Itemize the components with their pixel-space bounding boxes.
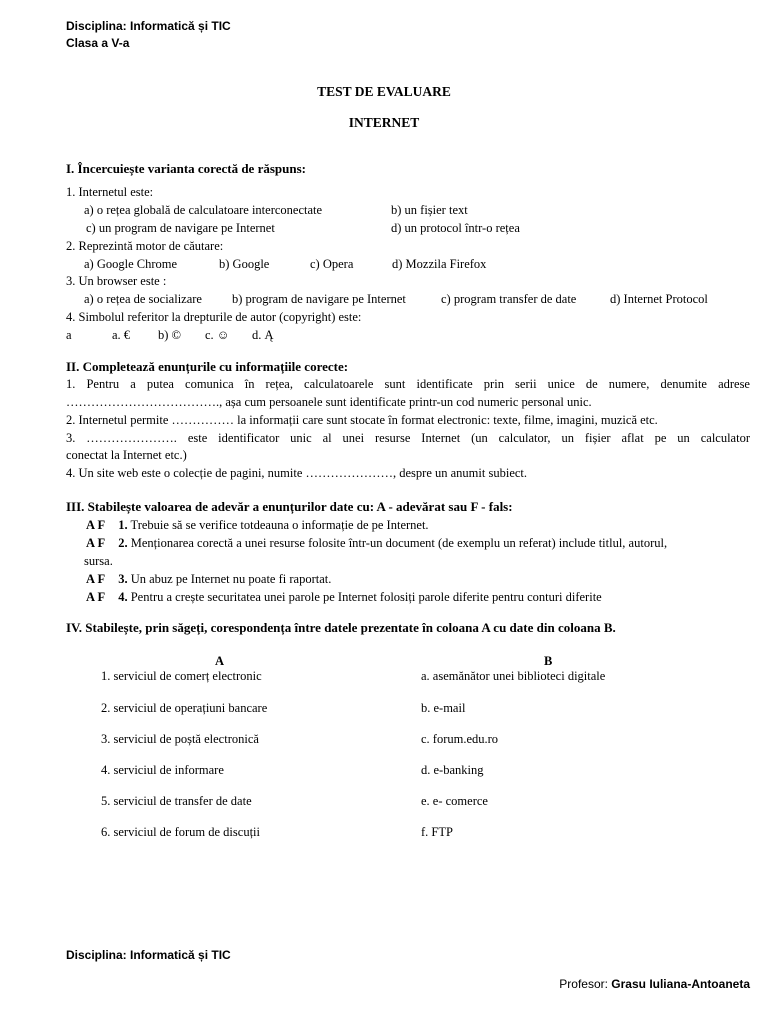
column-b-item: a. asemănător unei biblioteci digitale (421, 669, 606, 683)
q3-option-b: b) program de navigare pe Internet (232, 292, 406, 306)
column-b-item: e. e- comerce (421, 794, 488, 808)
page-title: TEST DE EVALUARE (317, 84, 451, 99)
tf-item-3-text: Un abuz pe Internet nu poate fi raportat. (130, 572, 332, 586)
column-b-item: d. e-banking (421, 763, 484, 777)
column-a-item: 4. serviciul de informare (101, 763, 224, 777)
section-1-heading: I. Încercuiește varianta corectă de răspuns: (66, 161, 306, 176)
q1-option-d: d) un protocol într-o rețea (391, 221, 520, 235)
tf-choice-af[interactable]: A F (86, 536, 106, 550)
q2-option-b: b) Google (219, 257, 270, 271)
column-b-item: b. e-mail (421, 701, 466, 715)
column-a-item: 2. serviciul de operațiuni bancare (101, 701, 268, 715)
q3-option-d: d) Internet Protocol (610, 292, 708, 306)
section-3-heading: III. Stabilește valoarea de adevăr a enunțurilor date cu: A - adevărat sau F - fals: (66, 499, 513, 514)
q4-option-b: b) © (158, 328, 182, 342)
q4-option-blank: a (66, 328, 72, 342)
s2-line-3: 2. Internetul permite …………… la informații care sunt stocate în format electronic: texte, filme, imagini, muzică etc. (66, 413, 658, 427)
professor-name: Grasu Iuliana-Antoaneta (611, 977, 750, 991)
q2-option-d: d) Mozzila Firefox (392, 257, 487, 271)
header-class: Clasa a V-a (66, 36, 130, 50)
q3-option-a: a) o rețea de socializare (84, 292, 202, 306)
tf-item-2 (86, 535, 667, 551)
q1-option-c: c) un program de navigare pe Internet (86, 221, 275, 235)
q1-option-a: a) o rețea globală de calculatoare interconectate (84, 203, 323, 217)
tf-item-4-number: 4. (118, 590, 128, 604)
s2-line-6: 4. Un site web este o colecție de pagini, numite …………………, despre un anumit subiect. (66, 466, 528, 480)
footer-subject: Disciplina: Informatică și TIC (66, 948, 231, 962)
q3-option-c: c) program transfer de date (441, 292, 577, 306)
column-b-header: B (544, 654, 553, 668)
tf-item-4 (86, 589, 602, 605)
column-a-item: 6. serviciul de forum de discuții (101, 825, 260, 839)
section-2-heading: II. Completează enunțurile cu informațiile corecte: (66, 359, 349, 374)
tf-item-1 (86, 517, 429, 533)
q2-text: 2. Reprezintă motor de căutare: (66, 239, 224, 253)
tf-item-2-number: 2. (118, 536, 128, 550)
tf-item-2-text: Menționarea corectă a unei resurse folosite într-un document (de exemplu un referat) include titlul, autorul, (130, 536, 668, 550)
s2-line-5: conectat la Internet etc.) (66, 448, 187, 462)
tf-item-4-text: Pentru a crește securitatea unei parole pe Internet folosiți parole diferite pentru conturi diferite (130, 590, 602, 604)
q4-option-c: c. ☺ (205, 328, 230, 342)
section-4-heading: IV. Stabilește, prin săgeți, corespondența între datele prezentate în coloana A cu date din coloana B. (66, 620, 616, 635)
header-subject: Disciplina: Informatică și TIC (66, 19, 231, 33)
q2-option-a: a) Google Chrome (84, 257, 178, 271)
q4-text: 4. Simbolul referitor la drepturile de autor (copyright) este: (66, 310, 362, 324)
column-a-item: 1. serviciul de comerț electronic (101, 669, 262, 683)
column-b-item: f. FTP (421, 825, 453, 839)
tf-item-3 (86, 571, 331, 587)
tf-choice-af[interactable]: A F (86, 518, 106, 532)
s2-line-2: ………………………………., așa cum persoanele sunt identificate printr-un cod numeric personal unic. (66, 395, 592, 409)
tf-item-1-text: Trebuie să se verifice totdeauna o informație de pe Internet. (130, 518, 429, 532)
column-a-item: 3. serviciul de poștă electronică (101, 732, 259, 746)
q1-option-b: b) un fișier text (391, 203, 468, 217)
professor-label: Profesor: (559, 977, 612, 991)
q3-text: 3. Un browser este : (66, 274, 167, 288)
tf-item-2-continued: sursa. (84, 554, 113, 568)
column-a-header: A (215, 654, 225, 668)
column-a-item: 5. serviciul de transfer de date (101, 794, 252, 808)
tf-choice-af[interactable]: A F (86, 572, 106, 586)
column-b-item: c. forum.edu.ro (421, 732, 499, 746)
q2-option-c: c) Opera (310, 257, 354, 271)
tf-item-1-number: 1. (118, 518, 128, 532)
s2-line-1: 1. Pentru a putea comunica în rețea, calculatoarele sunt identificate prin serii unice de numere, denumite adrese (66, 377, 750, 391)
tf-item-3-number: 3. (118, 572, 128, 586)
s2-line-4: 3. …………………. este identificator unic al unei resurse Internet (un calculator, un fișier aflat pe un calculator (66, 431, 750, 445)
q4-option-d: d. Ą (252, 328, 274, 342)
footer-professor (559, 977, 750, 991)
tf-choice-af[interactable]: A F (86, 590, 106, 604)
page-subtitle: INTERNET (348, 115, 420, 130)
q1-text: 1. Internetul este: (66, 185, 154, 199)
q4-option-a: a. € (112, 328, 131, 342)
